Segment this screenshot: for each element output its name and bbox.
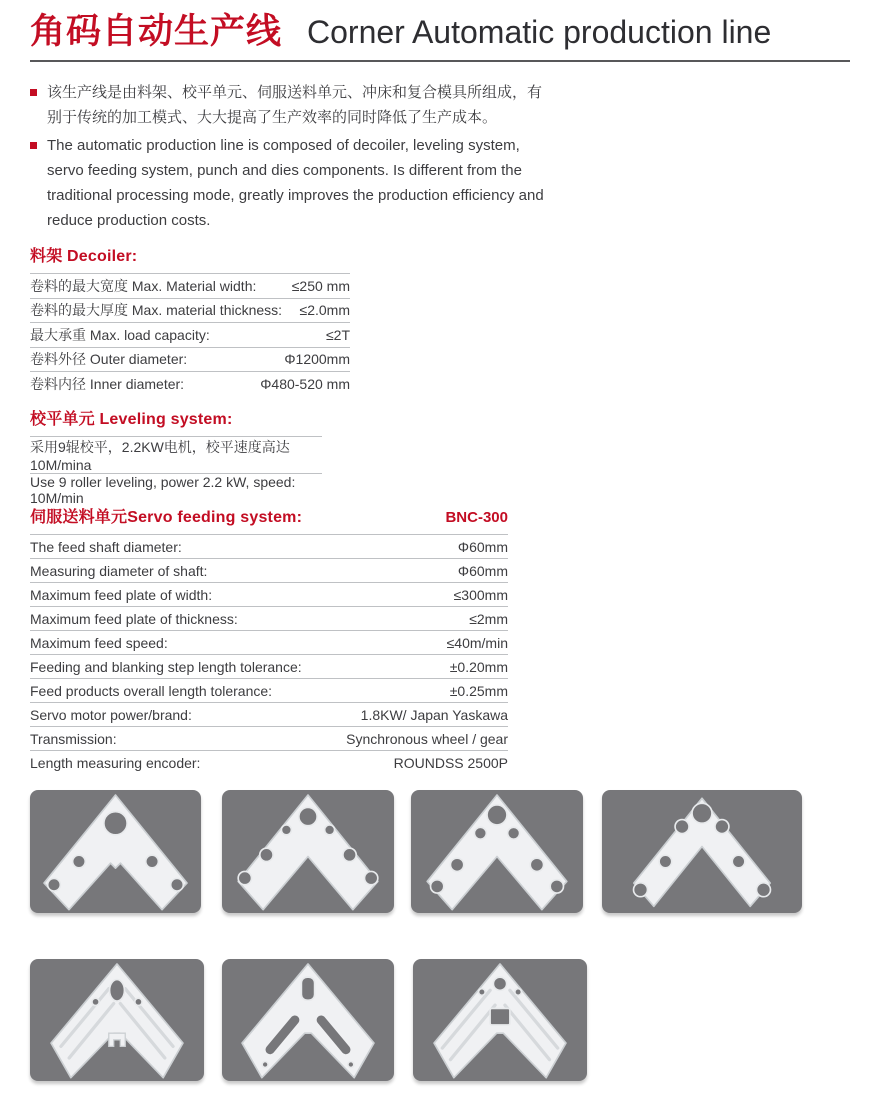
- spec-label: 卷料的最大厚度 Max. material thickness:: [30, 302, 283, 319]
- product-photo-corner-bracket-1: [30, 790, 201, 913]
- corner-key-ribbed-square-notch-icon: [413, 959, 587, 1081]
- intro-text-zh: 该生产线是由料架、校平单元、伺服送料单元、冲床和复合模具所组成，有别于传统的加工模式、大大提高了生产效率的同时降低了生产成本。: [47, 84, 543, 126]
- section-decoiler: [30, 243, 350, 396]
- spec-value: Φ60mm: [457, 538, 508, 555]
- spec-value: ≤300mm: [453, 586, 508, 603]
- spec-label: 卷料内径 Inner diameter:: [30, 375, 185, 392]
- spec-label: 卷料外径 Outer diameter:: [30, 351, 188, 368]
- bullet-square-icon: [30, 89, 37, 96]
- product-photo-corner-bracket-6: [222, 959, 394, 1081]
- spec-row: [30, 298, 350, 323]
- spec-value: ≤2.0mm: [299, 302, 350, 319]
- spec-label: Maximum feed plate of width:: [30, 586, 213, 603]
- section-heading-row: [30, 406, 322, 429]
- spec-label: Maximum feed plate of thickness:: [30, 610, 238, 627]
- section-title: 伺服送料单元Servo feeding system:: [30, 509, 303, 526]
- spec-row: [30, 322, 350, 347]
- spec-label: Length measuring encoder:: [30, 754, 201, 771]
- spec-row: [30, 702, 508, 726]
- spec-table-decoiler: [30, 273, 350, 396]
- section-leveling: [30, 406, 322, 506]
- spec-table-servo: [30, 534, 508, 774]
- spec-value: ≤250 mm: [291, 277, 350, 294]
- spec-value: ±0.20mm: [449, 658, 508, 675]
- corner-bracket-flat-slotted-arms-icon: [411, 790, 583, 913]
- spec-row: [30, 436, 322, 473]
- spec-value: Φ480-520 mm: [260, 375, 350, 392]
- intro-bullet-zh: [30, 80, 546, 130]
- page-title-en: Corner Automatic production line: [307, 14, 772, 50]
- bullet-square-icon: [30, 142, 37, 149]
- intro-text-en: The automatic production line is composed of decoiler, leveling system, servo feeding system, punch and dies components. Is different from the traditional processing mode, greatly improves the production efficiency and reduce production costs.: [47, 137, 544, 229]
- header-divider: [30, 60, 850, 62]
- spec-value: Φ1200mm: [284, 351, 350, 368]
- page-header: [30, 4, 850, 54]
- spec-row: [30, 371, 350, 396]
- section-heading-row: [30, 243, 350, 266]
- spec-row: [30, 558, 508, 582]
- spec-value: Φ60mm: [457, 562, 508, 579]
- spec-value: Synchronous wheel / gear: [346, 730, 508, 747]
- product-photo-corner-bracket-3: [411, 790, 583, 913]
- spec-value: ±0.25mm: [449, 682, 508, 699]
- spec-value: ≤2T: [325, 326, 350, 343]
- intro-bullet-en: [30, 133, 546, 233]
- spec-row: [30, 654, 508, 678]
- spec-label: Use 9 roller leveling, power 2.2 kW, speed: 10M/min: [30, 474, 296, 506]
- section-title: 料架 Decoiler:: [30, 248, 138, 265]
- product-photo-corner-bracket-4: [602, 790, 802, 913]
- corner-bracket-flat-wide-icon: [30, 790, 201, 913]
- spec-row: [30, 750, 508, 774]
- section-servo-feeding: [30, 504, 508, 774]
- spec-label: 最大承重 Max. load capacity:: [30, 326, 210, 343]
- spec-label: Feeding and blanking step length tolerance:: [30, 658, 302, 675]
- corner-key-ribbed-oval-hole-icon: [30, 959, 204, 1081]
- spec-row: [30, 726, 508, 750]
- corner-bracket-thin-arms-icon: [602, 790, 802, 913]
- spec-value: ROUNDSS 2500P: [393, 754, 508, 771]
- spec-value: ≤2mm: [469, 610, 508, 627]
- spec-row: [30, 582, 508, 606]
- product-photo-corner-bracket-7: [413, 959, 587, 1081]
- section-title: 校平单元 Leveling system:: [30, 411, 233, 428]
- spec-value: 1.8KW/ Japan Yaskawa: [360, 706, 508, 723]
- spec-label: Measuring diameter of shaft:: [30, 562, 208, 579]
- spec-row: [30, 534, 508, 558]
- spec-label: Maximum feed speed:: [30, 634, 168, 651]
- spec-label: Transmission:: [30, 730, 117, 747]
- corner-key-long-slots-icon: [222, 959, 394, 1081]
- page-title-zh: 角码自动生产线: [30, 12, 283, 51]
- spec-value: ≤40m/min: [446, 634, 508, 651]
- model-badge: BNC-300: [445, 509, 508, 526]
- intro-list: [30, 80, 546, 236]
- spec-label: The feed shaft diameter:: [30, 538, 182, 555]
- spec-table-leveling: [30, 436, 322, 506]
- spec-row: [30, 473, 322, 506]
- product-photo-corner-bracket-5: [30, 959, 204, 1081]
- corner-bracket-flat-multi-hole-icon: [222, 790, 394, 913]
- spec-label: 采用9辊校平，2.2KW电机，校平速度高达 10M/mina: [30, 439, 290, 473]
- spec-label: 卷料的最大宽度 Max. Material width:: [30, 277, 257, 294]
- spec-row: [30, 606, 508, 630]
- spec-label: Servo motor power/brand:: [30, 706, 192, 723]
- spec-row: [30, 630, 508, 654]
- spec-row: [30, 678, 508, 702]
- spec-row: [30, 273, 350, 298]
- spec-row: [30, 347, 350, 372]
- product-photo-corner-bracket-2: [222, 790, 394, 913]
- section-heading-row: [30, 504, 508, 527]
- spec-label: Feed products overall length tolerance:: [30, 682, 273, 699]
